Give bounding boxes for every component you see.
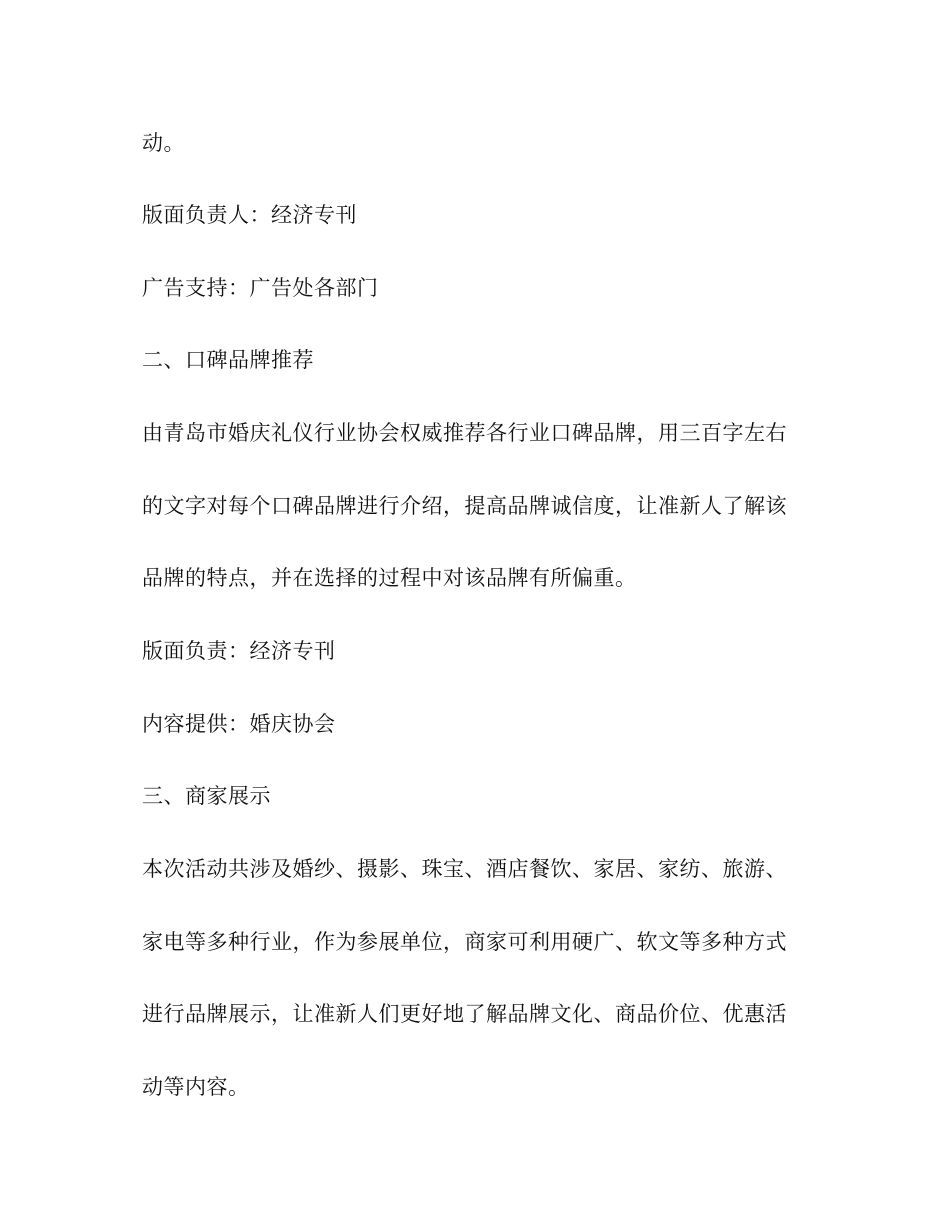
- paragraph-line: 品牌的特点，并在选择的过程中对该品牌有所偏重。: [142, 566, 637, 590]
- paragraph-continuation: 动。: [142, 131, 185, 155]
- section-heading-3: 三、商家展示: [142, 784, 271, 808]
- paragraph-line: 进行品牌展示，让准新人们更好地了解品牌文化、商品价位、优惠活: [142, 1002, 787, 1026]
- paragraph-line: 动等内容。: [142, 1075, 250, 1099]
- paragraph-line: 的文字对每个口碑品牌进行介绍，提高品牌诚信度，让准新人了解该: [142, 494, 787, 518]
- layout-owner-line: 版面负责人：经济专刊: [142, 203, 357, 227]
- paragraph-line: 由青岛市婚庆礼仪行业协会权威推荐各行业口碑品牌，用三百字左右: [142, 421, 787, 445]
- paragraph-line: 本次活动共涉及婚纱、摄影、珠宝、酒店餐饮、家居、家纺、旅游、: [142, 857, 787, 881]
- content-provider-line: 内容提供：婚庆协会: [142, 712, 336, 736]
- section-heading-2: 二、口碑品牌推荐: [142, 348, 314, 372]
- layout-owner-line: 版面负责：经济专刊: [142, 639, 336, 663]
- paragraph-line: 家电等多种行业，作为参展单位，商家可利用硬广、软文等多种方式: [142, 930, 787, 954]
- ad-support-line: 广告支持：广告处各部门: [142, 276, 379, 300]
